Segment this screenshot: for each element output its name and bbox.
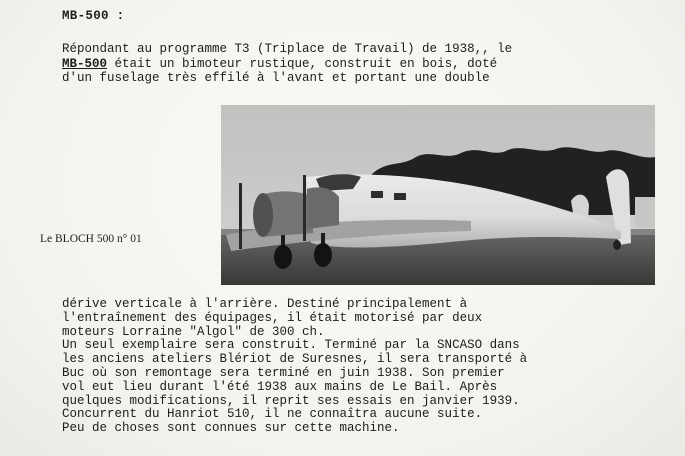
intro-line-3: d'un fuselage très effilé à l'avant et portant une double <box>62 71 490 85</box>
body-line: l'entraînement des équipages, il était motorisé par deux <box>62 310 483 325</box>
section-heading: MB-500 : <box>62 9 125 23</box>
photo-caption: Le BLOCH 500 n° 01 <box>40 233 142 245</box>
body-line: quelques modifications, il reprit ses essais en janvier 1939. <box>62 393 520 408</box>
body-paragraph <box>62 298 630 436</box>
body-line: moteurs Lorraine "Algol" de 300 ch. <box>62 324 325 339</box>
body-line: vol eut lieu durant l'été 1938 aux mains de Le Bail. Après <box>62 379 498 394</box>
body-line: Un seul exemplaire sera construit. Terminé par la SNCASO dans <box>62 338 520 353</box>
body-line: Concurrent du Hanriot 510, il ne connaîtra aucune suite. <box>62 407 483 422</box>
aircraft-photo <box>221 105 655 285</box>
model-name: MB-500 <box>62 56 108 71</box>
body-line: les anciens ateliers Blériot de Suresnes, il sera transporté à <box>62 352 528 367</box>
aircraft-photo-icon <box>221 105 655 285</box>
body-line: Buc où son remontage sera terminé en juin 1938. Son premier <box>62 365 505 380</box>
body-line: Peu de choses sont connues sur cette machine. <box>62 421 400 436</box>
intro-line-2-text: était un bimoteur rustique, construit en bois, doté <box>107 56 498 71</box>
intro-line-2 <box>62 57 637 72</box>
intro-line-1: Répondant au programme T3 (Triplace de Travail) de 1938,, le <box>62 42 513 56</box>
intro-paragraph <box>62 42 637 86</box>
body-line: dérive verticale à l'arrière. Destiné principalement à <box>62 297 468 311</box>
